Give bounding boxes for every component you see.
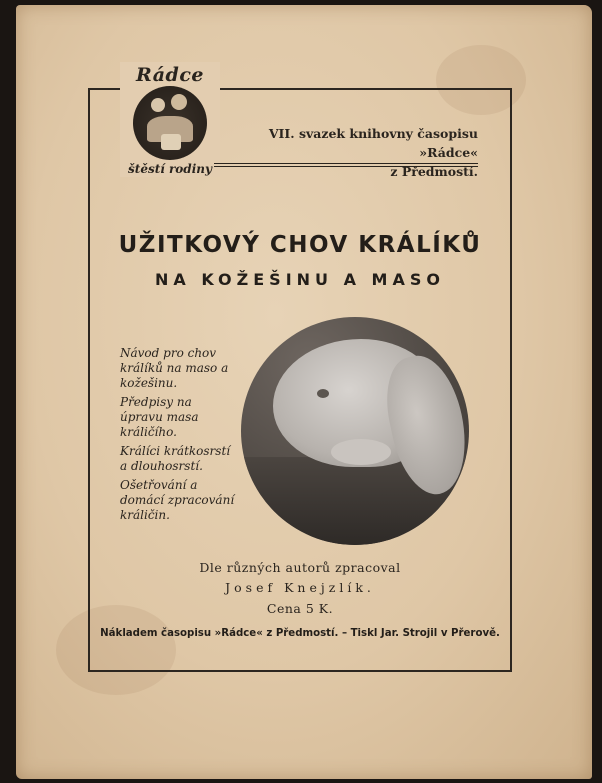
family-emblem-icon (133, 86, 207, 160)
radce-logo (120, 62, 220, 177)
price: Cena 5 K. (266, 601, 334, 616)
book-subtitle: NA KOŽEŠINU A MASO (155, 270, 445, 289)
series-rule (214, 163, 478, 167)
logo-subtitle: štěstí rodiny (128, 162, 212, 176)
credit-line: Dle různých autorů zpracoval (199, 560, 401, 575)
rabbit-photo (241, 317, 469, 545)
feature-item: Předpisy na úpravu masa králičího. (120, 395, 199, 439)
top-rule (214, 88, 512, 90)
series-line-2: z Předmostí. (390, 164, 478, 179)
rabbit-eye (317, 389, 329, 398)
rabbit-paw (331, 439, 391, 465)
feature-item: Králíci krátkosrstí a dlouhosrstí. (120, 444, 231, 473)
feature-item: Ošetřování a domácí zpracování králičin. (120, 478, 235, 522)
book-title: UŽITKOVÝ CHOV KRÁLÍKŮ (118, 232, 482, 258)
series-info (214, 124, 478, 181)
feature-item: Návod pro chov králíků na maso a kožešinu. (120, 346, 229, 390)
publisher-line: Nákladem časopisu »Rádce« z Předmostí. – Tiskl Jar. Strojil v Přerově. (100, 628, 500, 639)
series-line-1: VII. svazek knihovny časopisu »Rádce« (268, 126, 478, 160)
feature-list (120, 346, 238, 527)
logo-title: Rádce (136, 64, 204, 86)
author-name: Josef Knejzlík. (225, 580, 375, 595)
